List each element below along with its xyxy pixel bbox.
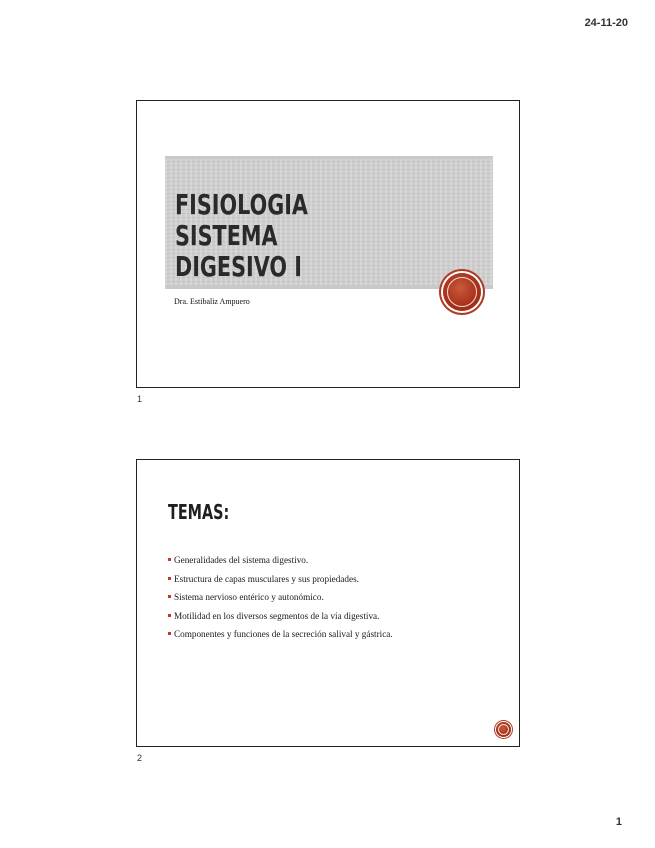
slide-title: TEMAS: (168, 500, 230, 524)
slide-number: 2 (137, 753, 143, 763)
list-item (168, 625, 393, 644)
list-item (168, 570, 393, 589)
slide-2 (136, 459, 520, 747)
red-circle-badge-icon (496, 722, 511, 737)
page-number: 1 (615, 816, 622, 828)
red-circle-badge-icon (443, 273, 481, 311)
slide-title: FISIOLOGIA SISTEMA DIGESIVO I (175, 188, 308, 283)
bullet-icon (168, 632, 171, 635)
bullet-icon (168, 595, 171, 598)
list-item (168, 551, 393, 570)
author-name: Dra. Estibaliz Ampuero (174, 297, 250, 306)
bullet-icon (168, 558, 171, 561)
bullet-icon (168, 614, 171, 617)
list-item-text: Motilidad en los diversos segmentos de la vía digestiva. (174, 610, 380, 621)
list-item (168, 588, 393, 607)
bullet-icon (168, 577, 171, 580)
document-date: 24-11-20 (584, 17, 628, 29)
slide-1 (136, 100, 520, 388)
list-item-text: Componentes y funciones de la secreción salival y gástrica. (174, 629, 393, 639)
title-band (165, 156, 493, 289)
list-item-text: Estructura de capas musculares y sus propiedades. (174, 573, 359, 584)
list-item (168, 607, 393, 626)
topic-list (168, 551, 393, 644)
list-item-text: Generalidades del sistema digestivo. (174, 555, 309, 565)
slide-number: 1 (137, 394, 143, 404)
list-item-text: Sistema nervioso entérico y autonómico. (174, 592, 324, 602)
